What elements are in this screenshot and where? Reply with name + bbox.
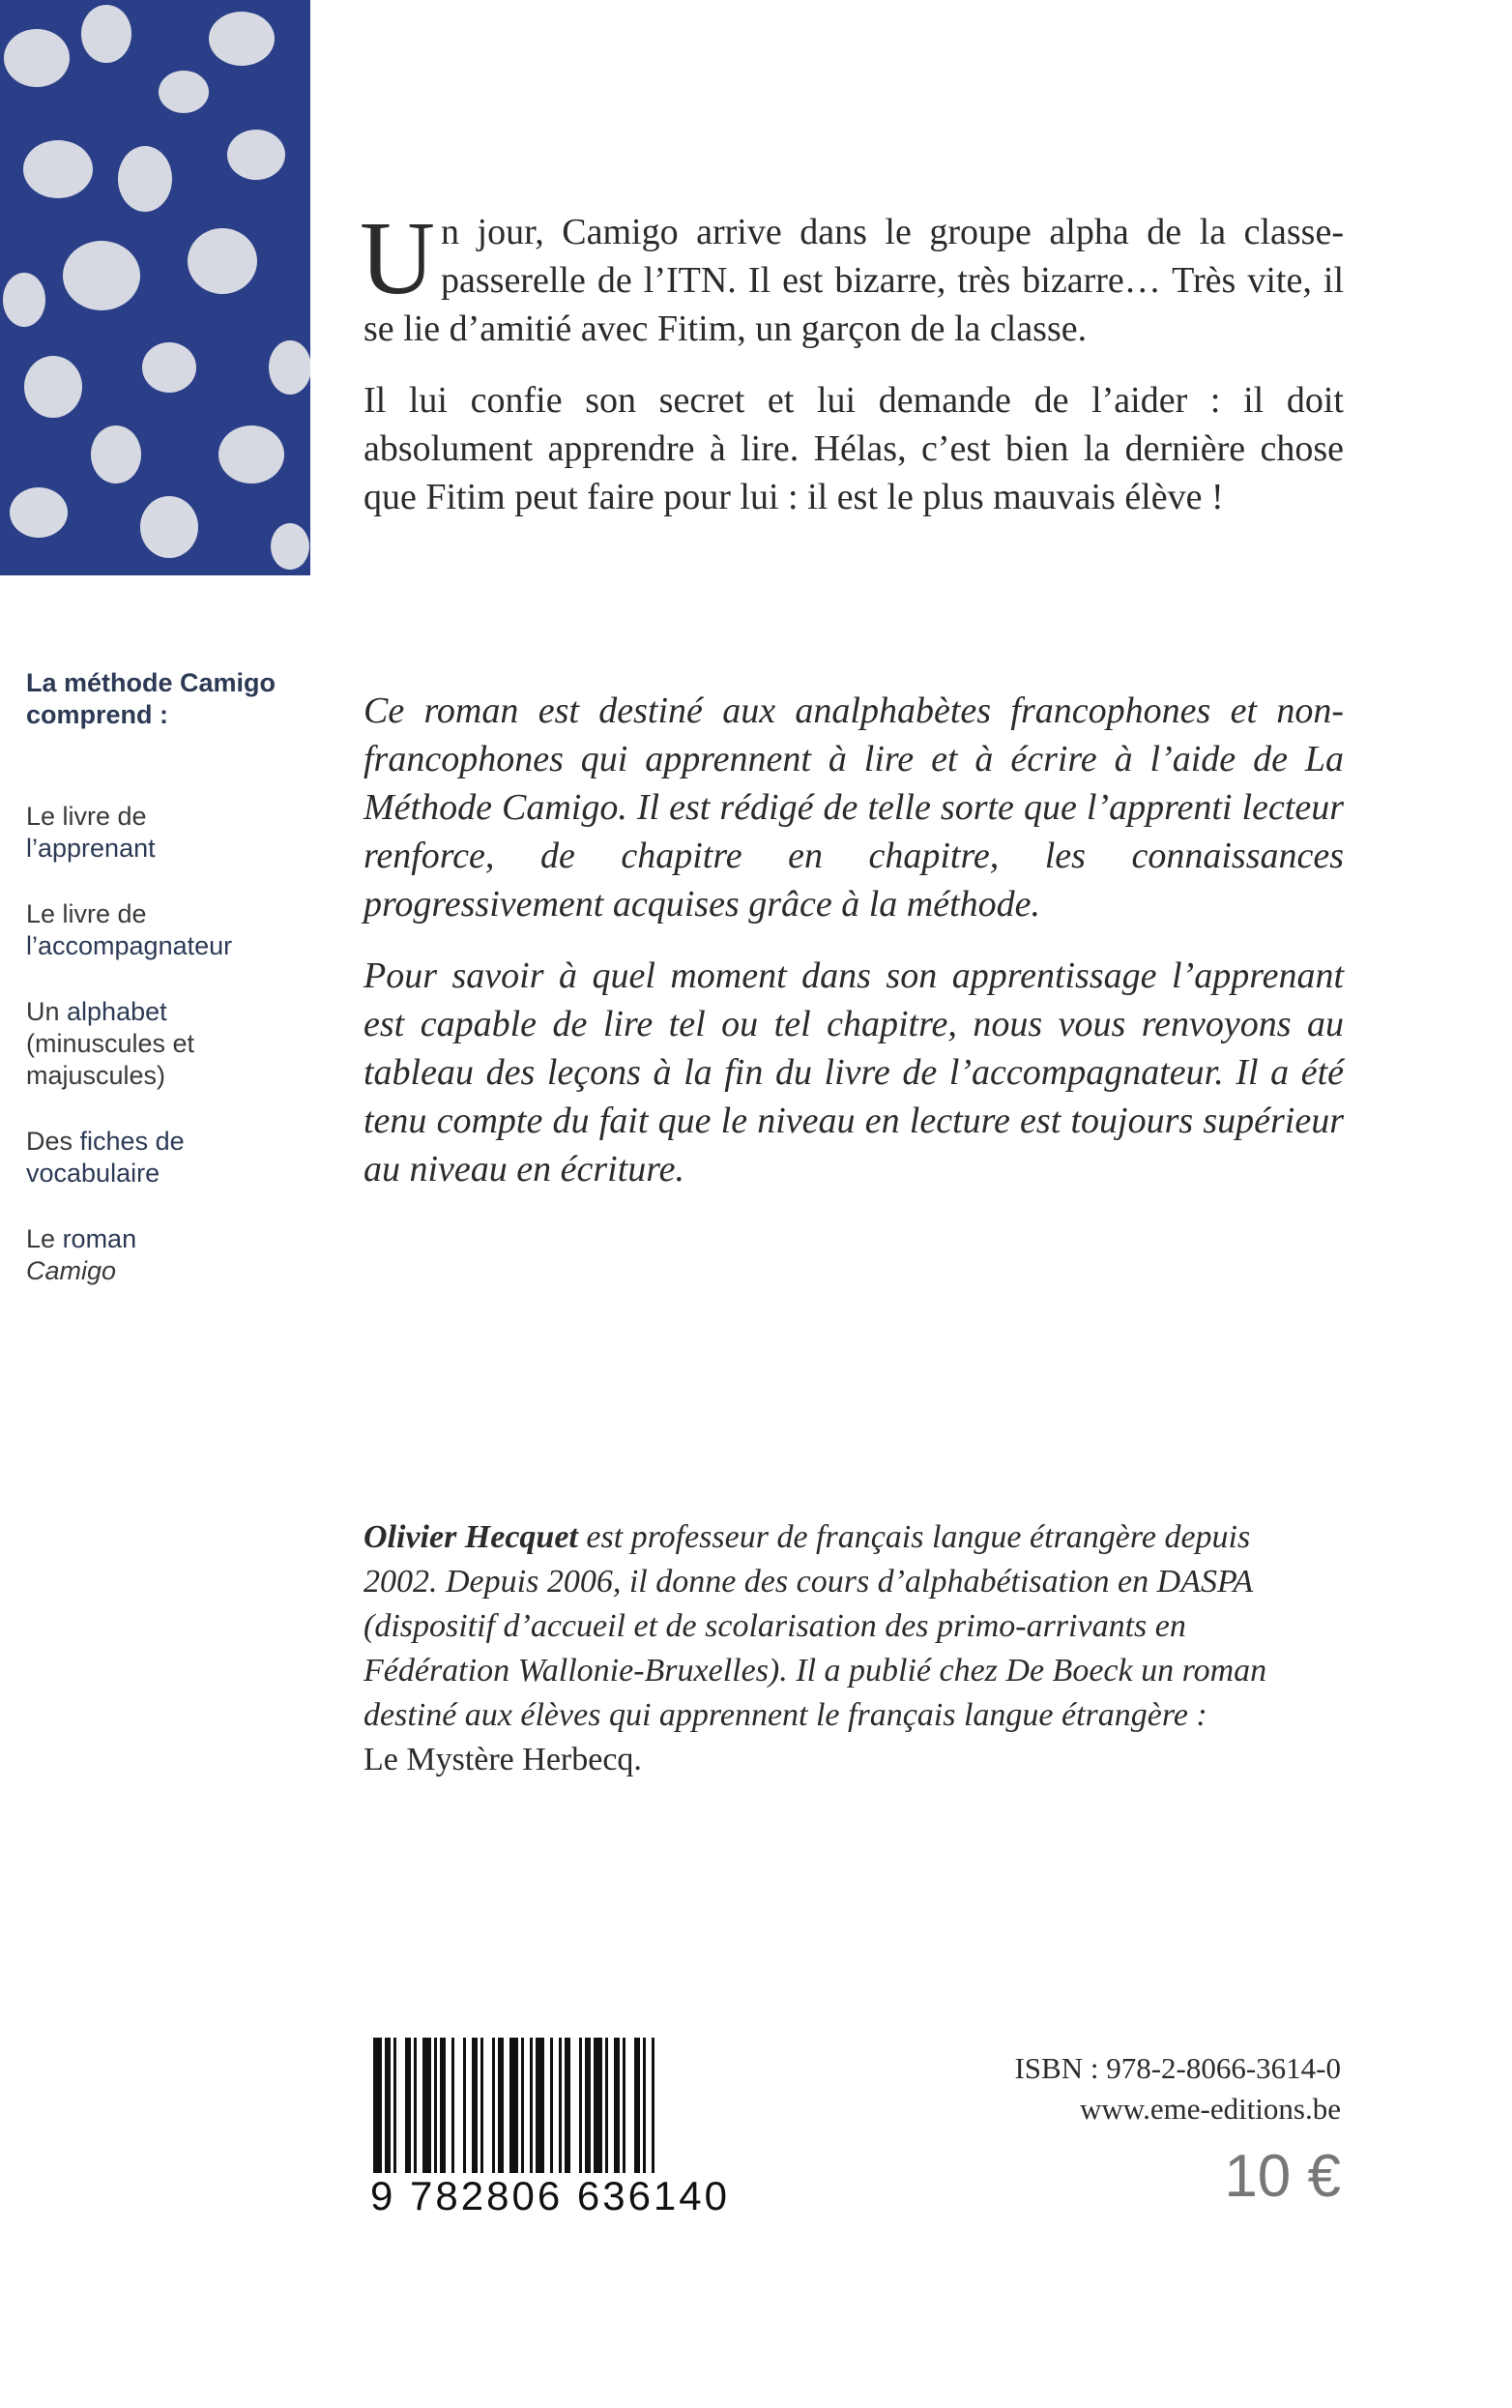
barcode-bar: [579, 2038, 582, 2173]
barcode-bar: [585, 2038, 591, 2173]
intro-paragraph-2: Il lui confie son secret et lui demande de l’aider : il doit absolument apprendre à lire. Hélas, c’est bien la dernière chose que Fitim peut faire pour lui : il est le plus mauvais élève !: [363, 380, 1344, 517]
author-name: Olivier Hecquet: [363, 1519, 578, 1555]
barcode-digits: 9 782806 636140: [370, 2173, 730, 2218]
method-sidebar: [26, 667, 306, 1321]
sidebar-item-pre: Des: [26, 1127, 73, 1156]
barcode-bar: [521, 2038, 524, 2173]
price: 10 €: [1224, 2143, 1341, 2210]
barcode: [365, 2038, 735, 2217]
author-book-title: Le Mystère Herbecq.: [363, 1742, 642, 1777]
barcode-bar: [472, 2038, 478, 2173]
publisher-info: [1014, 2048, 1341, 2129]
description-paragraph-1: Ce roman est destiné aux analphabètes francophones et non-francophones qui apprennent à lire et à écrire à l’aide de La Méthode Camigo. Il est rédigé de telle sorte que l’apprenti lecteur renforce, de chapitre en chapitre, les connaissances progressivement acquises grâce à la méthode.: [363, 690, 1344, 925]
barcode-bar: [414, 2038, 417, 2173]
sidebar-item-key: roman: [62, 1224, 137, 1253]
sidebar-item-key: l’apprenant: [26, 834, 156, 863]
barcode-bar: [385, 2038, 391, 2173]
sidebar-item-post: (minuscules et majuscules): [26, 1029, 195, 1090]
intro-paragraph-1: [360, 201, 1344, 353]
barcode-bar: [393, 2038, 396, 2173]
sidebar-item-vocabulary-cards: [26, 1126, 306, 1189]
barcode-bar: [605, 2038, 608, 2173]
sidebar-item-key: l’accompagnateur: [26, 931, 233, 960]
sidebar-heading: La méthode Camigo comprend :: [26, 668, 276, 729]
sidebar-item-novel: [26, 1223, 306, 1287]
publisher-website: www.eme-editions.be: [1079, 2092, 1341, 2126]
sidebar-item-alphabet: [26, 996, 306, 1092]
barcode-bar: [643, 2038, 646, 2173]
sidebar-item-pre: Le livre de: [26, 899, 147, 928]
author-paragraph: [363, 1515, 1321, 1782]
sidebar-item-pre: Le livre de: [26, 802, 147, 831]
cover-photo: [0, 0, 310, 575]
sidebar-item-pre: Le: [26, 1224, 56, 1253]
barcode-bar: [405, 2038, 411, 2173]
author-bio-text: est professeur de français langue étrangère depuis 2002. Depuis 2006, il donne des cours d’alphabétisation en DASPA (dispositif d’accueil et de scolarisation des primo-arrivants en Fédération Wallonie-Bruxelles). Il a publié chez De Boeck un roman destiné aux élèves qui apprennent le français langue étrangère :: [363, 1519, 1267, 1733]
drop-cap: U: [360, 201, 435, 316]
barcode-bar: [509, 2038, 518, 2173]
sidebar-item-key: alphabet: [67, 997, 167, 1026]
sidebar-item-pre: Un: [26, 997, 60, 1026]
barcode-bar: [451, 2038, 454, 2173]
barcode-bar: [536, 2038, 544, 2173]
description-paragraph-2: Pour savoir à quel moment dans son apprentissage l’apprenant est capable de lire tel ou tel chapitre, nous vous renvoyons au tableau des leçons à la fin du livre de l’accompagnateur. Il a été tenu compte du fait que le niveau en lecture est toujours supérieur au niveau en écriture.: [363, 955, 1344, 1189]
barcode-bar: [652, 2038, 654, 2173]
sidebar-item-companion-book: [26, 898, 306, 962]
barcode-bar: [614, 2038, 620, 2173]
barcode-bar: [498, 2038, 504, 2173]
author-bio: [363, 1515, 1321, 1806]
barcode-bars: [365, 2038, 735, 2173]
barcode-bar: [492, 2038, 495, 2173]
barcode-bar: [594, 2038, 602, 2173]
barcode-bar: [623, 2038, 625, 2173]
barcode-bar: [550, 2038, 553, 2173]
barcode-bar: [373, 2038, 382, 2173]
barcode-bar: [559, 2038, 562, 2173]
sidebar-item-learner-book: [26, 801, 306, 865]
barcode-bar: [434, 2038, 437, 2173]
barcode-bar: [480, 2038, 483, 2173]
intro-section: [360, 201, 1344, 544]
description-section: [363, 687, 1344, 1217]
barcode-bar: [422, 2038, 431, 2173]
barcode-bar: [440, 2038, 446, 2173]
sidebar-item-key: fiches de vocabulaire: [26, 1127, 185, 1188]
barcode-bar: [565, 2038, 570, 2173]
sidebar-item-post: Camigo: [26, 1256, 117, 1285]
intro-paragraph-1-text: n jour, Camigo arrive dans le groupe alpha de la classe-passerelle de l’ITN. Il est bizarre, très bizarre… Très vite, il se lie d’amitié avec Fitim, un garçon de la classe.: [363, 212, 1344, 349]
barcode-bar: [463, 2038, 466, 2173]
barcode-bar: [634, 2038, 640, 2173]
isbn-number: ISBN : 978-2-8066-3614-0: [1014, 2051, 1341, 2085]
barcode-bar: [530, 2038, 533, 2173]
